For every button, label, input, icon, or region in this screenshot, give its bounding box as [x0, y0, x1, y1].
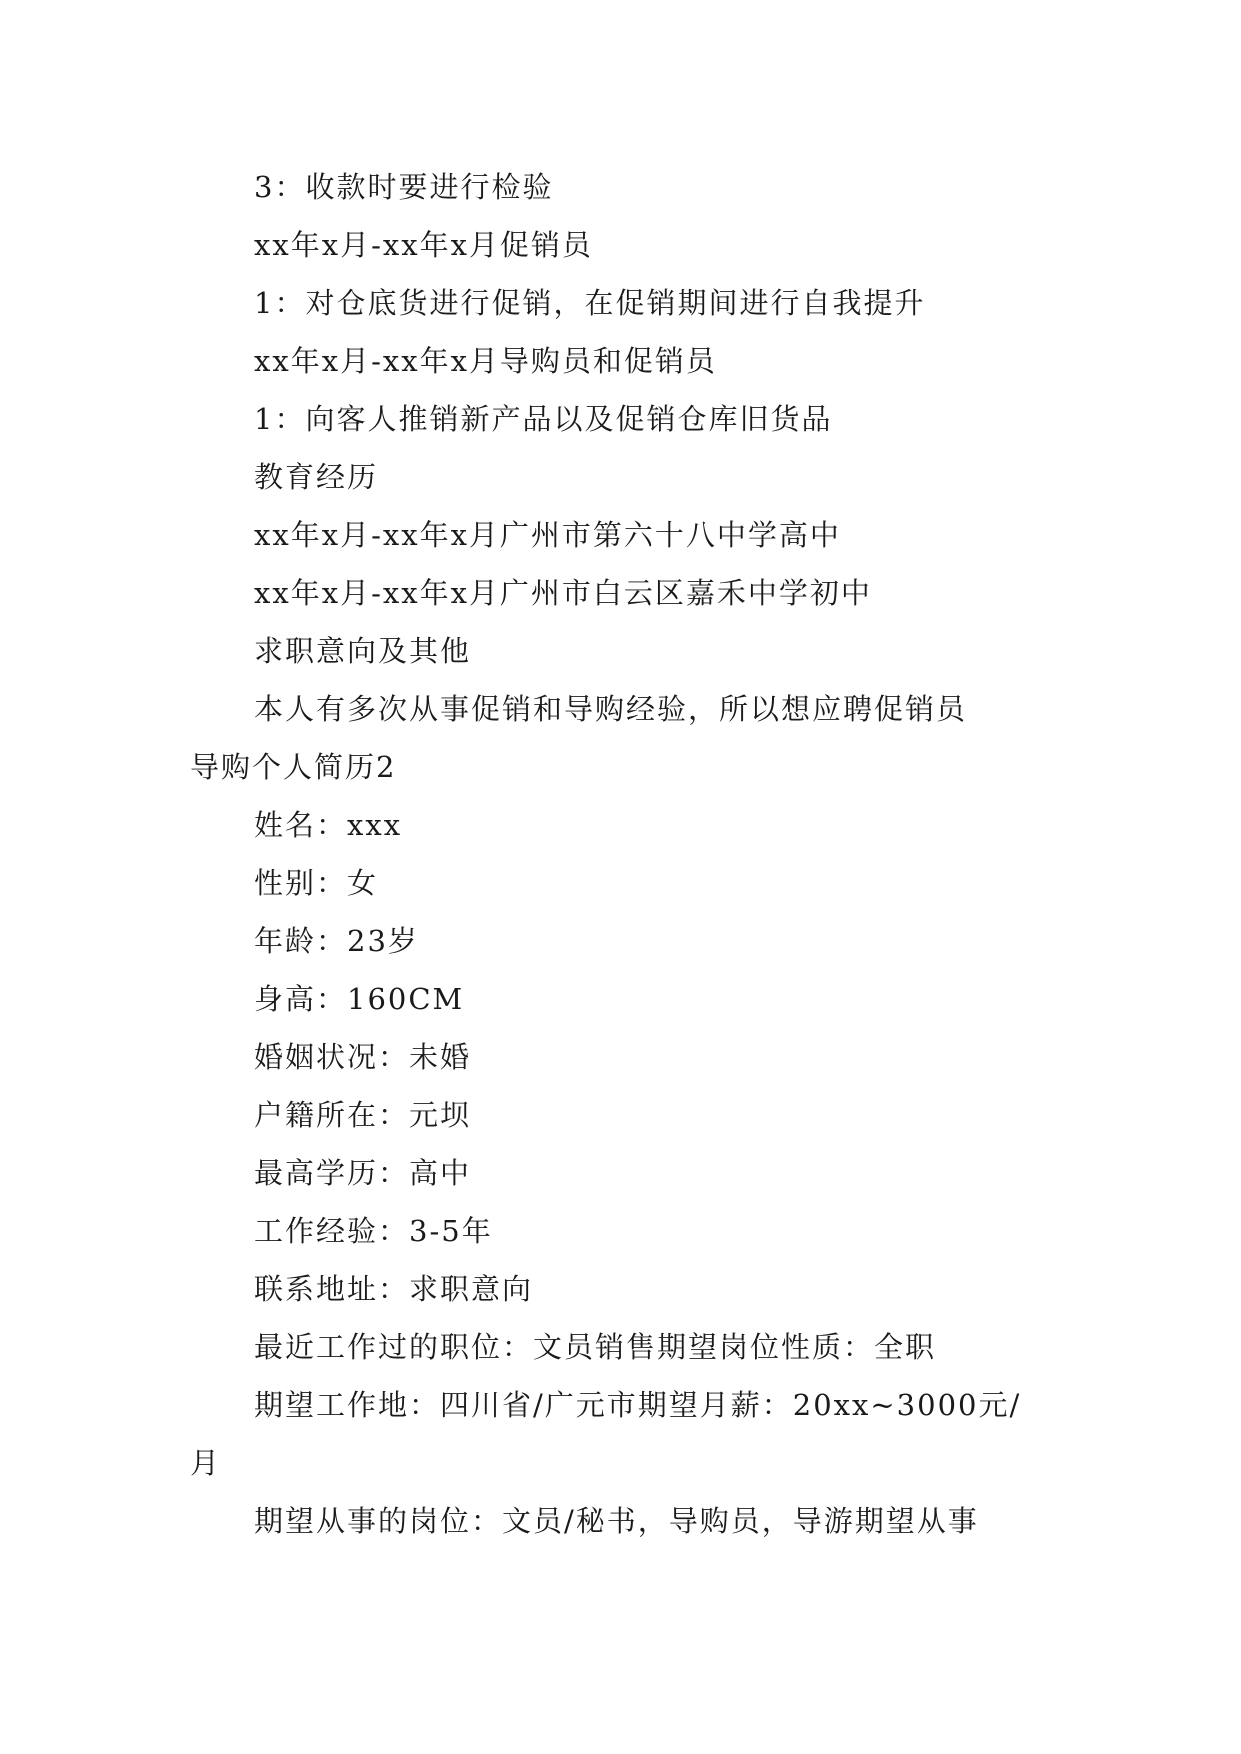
text-line: 期望工作地：四川省/广元市期望月薪：20xx~3000元/: [254, 1388, 1022, 1422]
text-line: 婚姻状况：未婚: [254, 1040, 472, 1074]
text-line: 期望从事的岗位：文员/秘书，导购员，导游期望从事: [254, 1504, 979, 1538]
text-line: 年龄：23岁: [254, 924, 419, 958]
text-line: 月: [190, 1446, 222, 1480]
text-line: xx年x月-xx年x月导购员和促销员: [254, 344, 717, 378]
text-line: 身高：160CM: [254, 982, 465, 1016]
text-line: xx年x月-xx年x月广州市第六十八中学高中: [254, 518, 841, 552]
text-line: xx年x月-xx年x月促销员: [254, 228, 593, 262]
text-line: 最高学历：高中: [254, 1156, 472, 1190]
text-line: 3：收款时要进行检验: [254, 170, 554, 204]
text-line: xx年x月-xx年x月广州市白云区嘉禾中学初中: [254, 576, 872, 610]
text-line: 本人有多次从事促销和导购经验，所以想应聘促销员: [254, 692, 968, 726]
text-line: 导购个人简历2: [190, 750, 397, 784]
text-line: 1：对仓底货进行促销，在促销期间进行自我提升: [254, 286, 926, 320]
text-line: 姓名：xxx: [254, 808, 403, 842]
text-line: 户籍所在：元坝: [254, 1098, 472, 1132]
text-line: 联系地址：求职意向: [254, 1272, 534, 1306]
text-line: 教育经历: [254, 460, 379, 494]
text-line: 最近工作过的职位：文员销售期望岗位性质：全职: [254, 1330, 937, 1364]
document-body: [190, 158, 1070, 1550]
text-line: 工作经验：3-5年: [254, 1214, 493, 1248]
text-line: 1：向客人推销新产品以及促销仓库旧货品: [254, 402, 833, 436]
text-line: 性别：女: [254, 866, 379, 900]
text-line: 求职意向及其他: [254, 634, 472, 668]
